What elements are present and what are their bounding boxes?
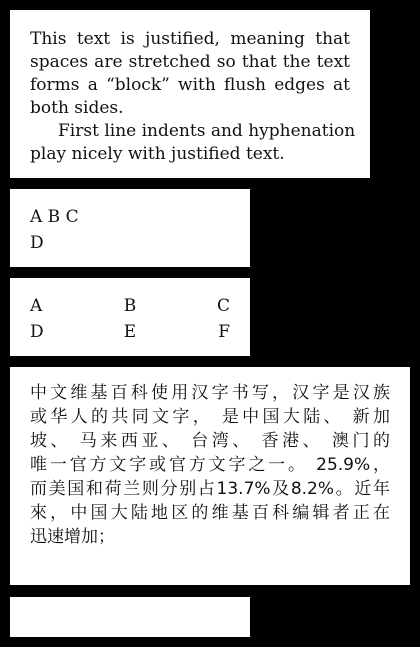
inline-letters-block (10, 189, 250, 267)
grid-cell: C (216, 296, 230, 316)
justified-line: This text is justified, meaning that (30, 29, 350, 49)
empty-block (10, 597, 250, 637)
letters-line: D (30, 233, 44, 253)
chinese-line: 或华人的共同文字， 是中国大陆、 新加 (30, 407, 390, 427)
justified-line: play nicely with justified text. (30, 144, 285, 164)
chinese-line: 而美国和荷兰则分别占13.7%及8.2%。近年 (30, 479, 390, 499)
justified-line: spaces are stretched so that the text (30, 52, 350, 72)
letter-grid-block (10, 278, 250, 356)
grid-cell: F (218, 322, 230, 342)
grid-row (30, 293, 230, 319)
chinese-line: 唯一官方文字或官方文字之一。 25.9%， (30, 455, 390, 475)
chinese-line: 中文维基百科使用汉字书写，汉字是汉族 (30, 383, 390, 403)
grid-cell: A (30, 296, 43, 316)
chinese-text-block (10, 367, 410, 585)
justified-text-block (10, 10, 370, 178)
chinese-line: 迅速增加； (30, 527, 115, 547)
justified-line: both sides. (30, 98, 124, 118)
justified-line: First line indents and hyphenation (58, 121, 356, 141)
grid-cell: D (30, 322, 44, 342)
letters-line: A B C (30, 207, 79, 227)
grid-cell: E (123, 322, 137, 342)
justified-line: forms a “block” with flush edges at (30, 75, 350, 95)
chinese-line: 坡、 马来西亚、 台湾、 香港、 澳门的 (30, 431, 390, 451)
grid-row (30, 319, 230, 345)
chinese-line: 來，中国大陆地区的维基百科编辑者正在 (30, 503, 390, 523)
grid-cell: B (123, 296, 137, 316)
